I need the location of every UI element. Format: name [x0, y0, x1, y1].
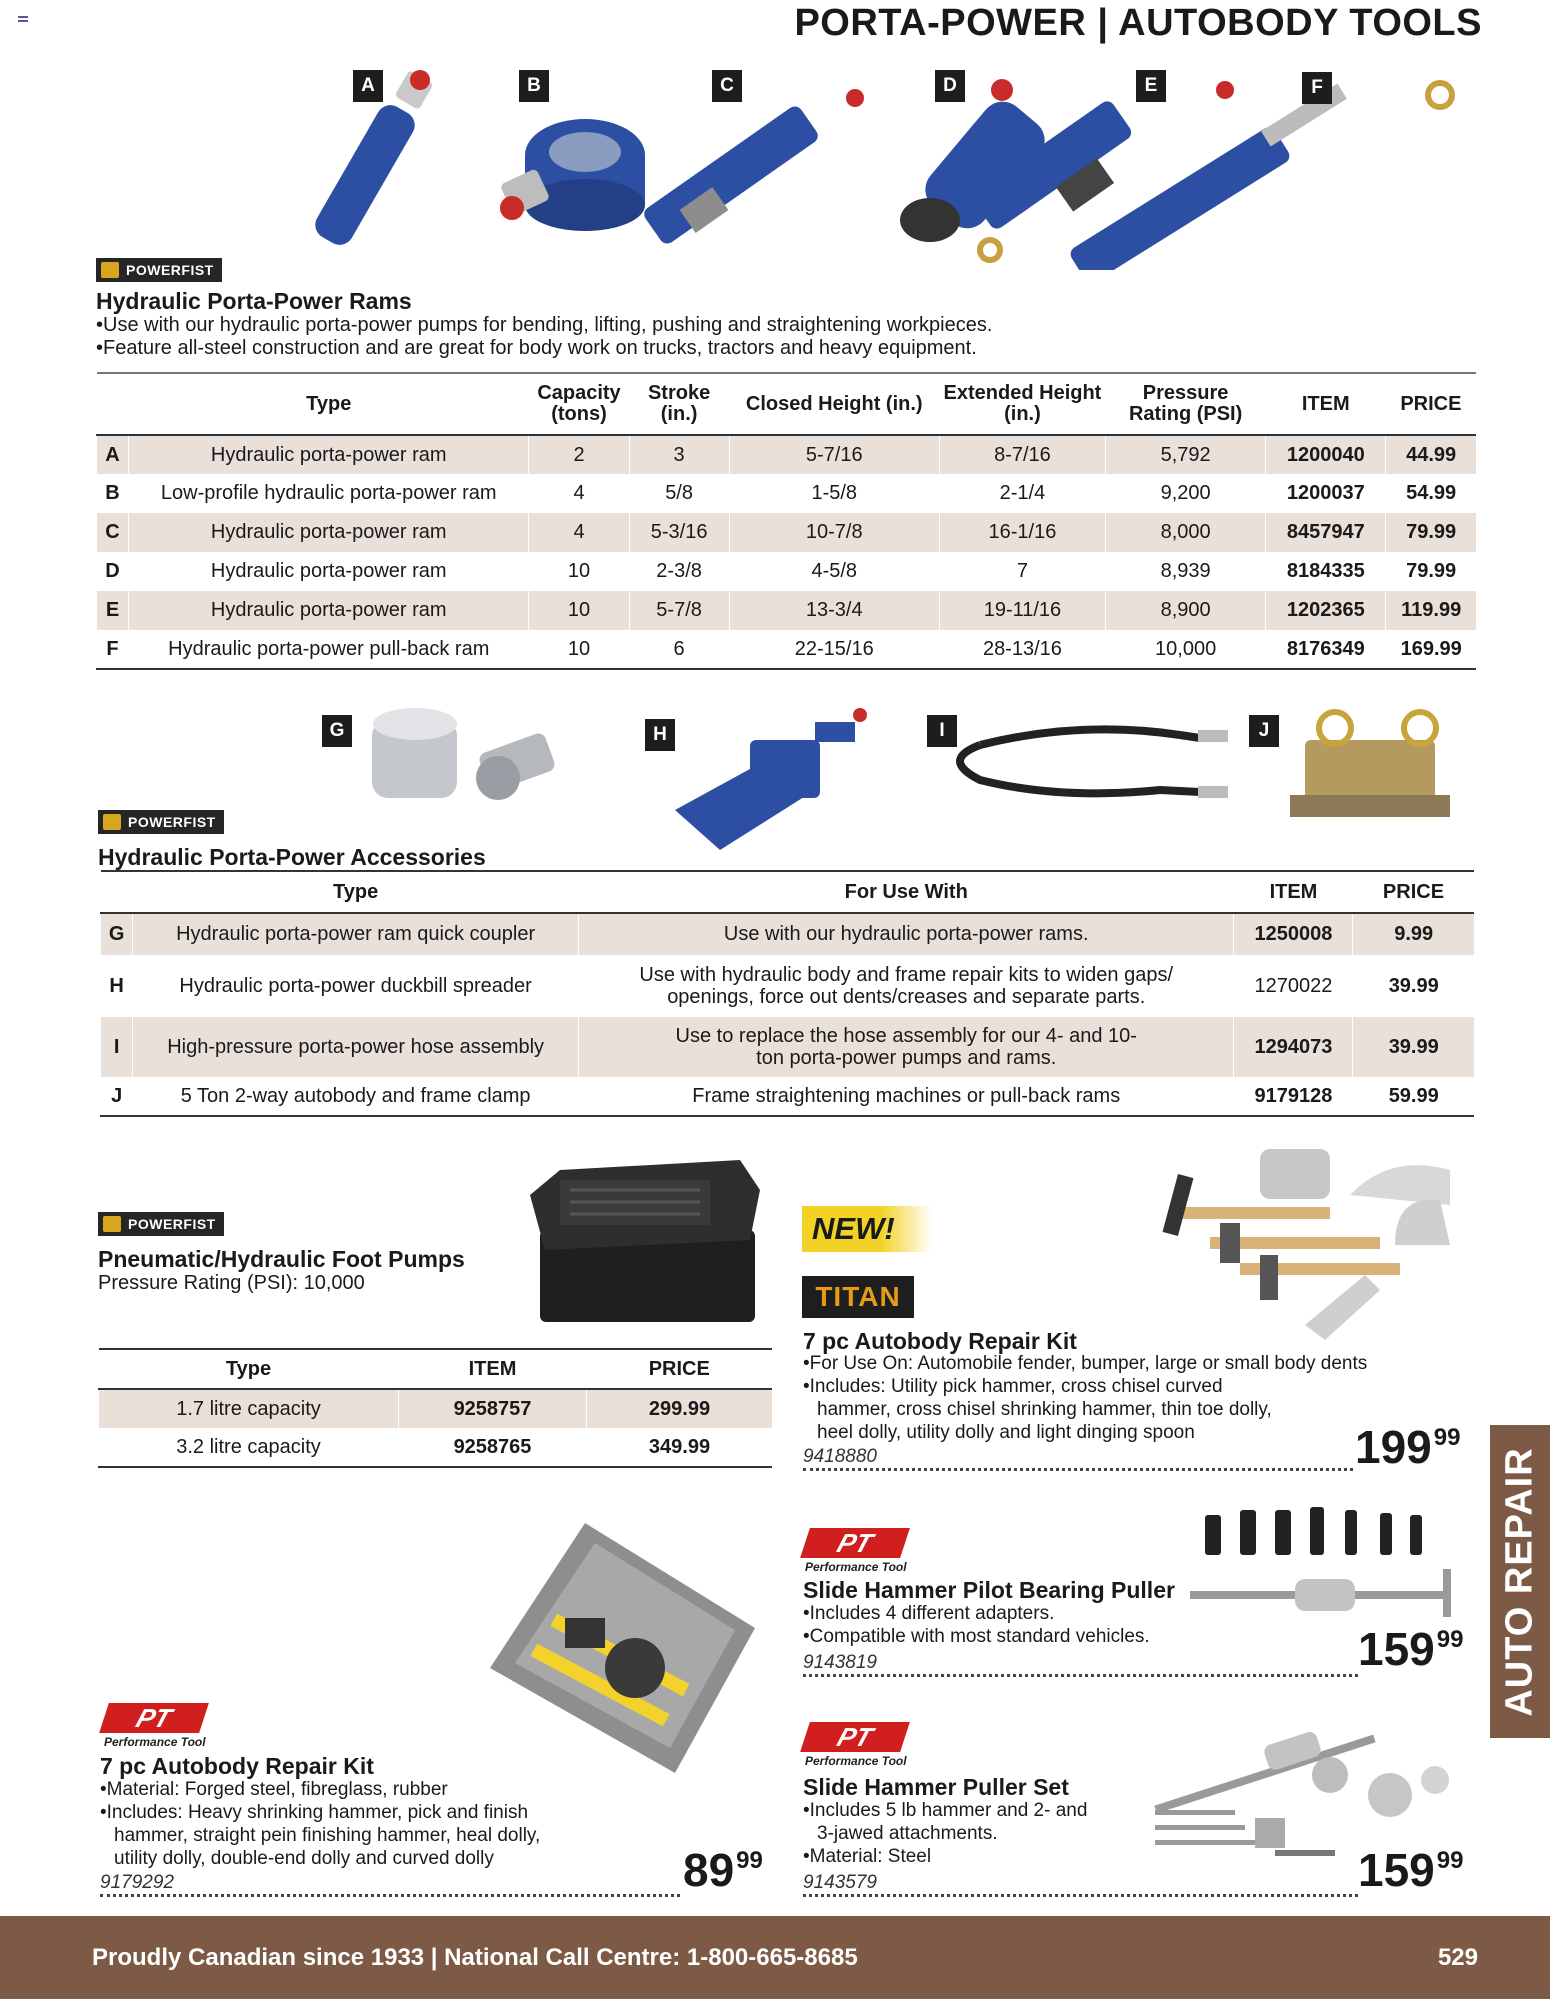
table-row [97, 474, 1477, 513]
col-type: Type [225, 1357, 272, 1380]
pilot-puller-title: Slide Hammer Pilot Bearing Puller [803, 1577, 1175, 1603]
pt-subtitle: Performance Tool [104, 1735, 206, 1749]
row-item: 8176349 [1266, 630, 1386, 669]
row-capacity: 10 [529, 630, 629, 669]
row-stroke: 5-3/16 [629, 513, 729, 552]
row-extended: 8-7/16 [939, 435, 1105, 474]
row-extended: 2-1/4 [939, 474, 1105, 513]
puller-set-price [1358, 1843, 1463, 1897]
titan-kit-price [1355, 1420, 1460, 1474]
image-tag-g: G [322, 715, 352, 747]
row-extended: 7 [939, 552, 1105, 591]
col-use: For Use With [844, 880, 968, 903]
duckbill-spreader-image [675, 708, 867, 850]
row-type: Hydraulic porta-power ram [129, 435, 529, 474]
row-type: Hydraulic porta-power duckbill spreader [133, 955, 579, 1017]
col-item: ITEM [468, 1357, 517, 1380]
row-code: A [97, 435, 129, 474]
pt-kit-bullet: hammer, straight pein finishing hammer, heal dolly, [114, 1825, 541, 1846]
table-row [101, 1017, 1475, 1077]
pt-mark: PT [800, 1722, 910, 1752]
row-closed: 22-15/16 [729, 630, 939, 669]
row-code: G [101, 913, 133, 955]
col-price: PRICE [1400, 392, 1462, 415]
rams-spec-table [96, 372, 1476, 670]
footer-bar [0, 1916, 1550, 1999]
row-item: 1200037 [1266, 474, 1386, 513]
table-row [99, 1389, 773, 1428]
accessories-spec-table [100, 870, 1474, 1117]
image-tag-e: E [1136, 70, 1166, 102]
row-code: J [101, 1077, 133, 1116]
footer-text: Proudly Canadian since 1933 | National Call Centre: 1-800-665-8685 [92, 1944, 858, 1971]
row-type: 3.2 litre capacity [99, 1428, 399, 1467]
row-price: 44.99 [1386, 435, 1476, 474]
col-code [97, 373, 129, 435]
corner-mark [18, 16, 28, 22]
titan-kit-title: 7 pc Autobody Repair Kit [803, 1328, 1077, 1354]
row-type: Hydraulic porta-power pull-back ram [129, 630, 529, 669]
auto-repair-side-tab [1490, 1425, 1550, 1738]
col-code [101, 871, 133, 913]
row-code: D [97, 552, 129, 591]
image-tag-c: C [712, 70, 742, 102]
row-price: 79.99 [1386, 552, 1476, 591]
table-row [101, 913, 1475, 955]
table-row [97, 435, 1477, 474]
rams-bullet-1: •Use with our hydraulic porta-power pumps for bending, lifting, pushing and straightening workpieces. [96, 314, 993, 336]
table-row [97, 630, 1477, 669]
col-type: Type [306, 392, 352, 415]
titan-brand-logo: TITAN [802, 1276, 914, 1318]
col-price: PRICE [1382, 880, 1445, 903]
row-code: I [101, 1017, 133, 1077]
puller-set-bullet: •Includes 5 lb hammer and 2- and [803, 1800, 1088, 1821]
row-pressure: 8,900 [1106, 591, 1266, 630]
row-item: 1200040 [1266, 435, 1386, 474]
foot-pumps-table [98, 1348, 772, 1468]
row-stroke: 2-3/8 [629, 552, 729, 591]
image-tag-j: J [1249, 715, 1279, 747]
row-closed: 10-7/8 [729, 513, 939, 552]
table-row [97, 591, 1477, 630]
col-item: ITEM [1269, 880, 1318, 903]
row-price: 169.99 [1386, 630, 1476, 669]
pilot-puller-price [1358, 1622, 1463, 1676]
col-capacity: Capacity (tons) [537, 382, 621, 425]
table-row [97, 552, 1477, 591]
foot-pump-image [520, 1150, 770, 1325]
price-cents: 99 [736, 1847, 763, 1874]
image-tag-a: A [353, 70, 383, 102]
powerfist-brand-badge: POWERFIST [98, 1212, 224, 1236]
row-closed: 13-3/4 [729, 591, 939, 630]
pt-subtitle: Performance Tool [805, 1754, 907, 1768]
col-extended: Extended Height (in.) [943, 382, 1102, 425]
puller-set-bullet: 3-jawed attachments. [817, 1823, 998, 1844]
row-type: 1.7 litre capacity [99, 1389, 399, 1428]
row-closed: 1-5/8 [729, 474, 939, 513]
frame-clamp-image [1290, 712, 1450, 817]
row-type: Hydraulic porta-power ram quick coupler [133, 913, 579, 955]
price-cents: 99 [1436, 1626, 1464, 1653]
row-price: 39.99 [1353, 955, 1474, 1017]
ram-b-image [500, 119, 645, 231]
image-tag-i: I [927, 715, 957, 747]
pilot-puller-image [1185, 1505, 1475, 1630]
row-stroke: 6 [629, 630, 729, 669]
col-stroke: Stroke (in.) [647, 382, 711, 425]
price-cents: 99 [1436, 1847, 1464, 1874]
image-tag-b: B [519, 70, 549, 102]
pt-kit-bullets [100, 1778, 540, 1870]
row-pressure: 9,200 [1106, 474, 1266, 513]
row-capacity: 10 [529, 591, 629, 630]
quick-coupler-image [372, 708, 557, 800]
row-item: 8457947 [1266, 513, 1386, 552]
row-use: Use with our hydraulic porta-power rams. [578, 913, 1233, 955]
row-item: 1250008 [1234, 913, 1353, 955]
foot-pumps-title: Pneumatic/Hydraulic Foot Pumps [98, 1246, 465, 1272]
image-tag-d: D [935, 70, 965, 102]
row-closed: 4-5/8 [729, 552, 939, 591]
row-item: 9258765 [399, 1428, 587, 1467]
pt-kit-bullet: •Includes: Heavy shrinking hammer, pick and finish [100, 1802, 529, 1823]
row-type: Hydraulic porta-power ram [129, 591, 529, 630]
pt-kit-title: 7 pc Autobody Repair Kit [100, 1753, 374, 1779]
table-row [99, 1428, 773, 1467]
pt-subtitle: Performance Tool [805, 1560, 907, 1574]
new-badge: NEW! [802, 1206, 932, 1252]
row-stroke: 5/8 [629, 474, 729, 513]
col-closed: Closed Height (in.) [745, 392, 923, 415]
pt-kit-image [485, 1518, 765, 1778]
row-item: 8184335 [1266, 552, 1386, 591]
row-type: Hydraulic porta-power ram [129, 513, 529, 552]
pilot-puller-sku: 9143819 [803, 1652, 1358, 1677]
ram-c-image [641, 89, 864, 247]
row-code: H [101, 955, 133, 1017]
row-capacity: 4 [529, 513, 629, 552]
titan-kit-bullet: •Includes: Utility pick hammer, cross chisel curved [803, 1376, 1223, 1397]
price-dollars: 199 [1355, 1421, 1432, 1473]
row-code: E [97, 591, 129, 630]
pilot-puller-bullet: •Includes 4 different adapters. [803, 1603, 1055, 1624]
titan-kit-bullet: hammer, cross chisel shrinking hammer, thin toe dolly, [817, 1399, 1272, 1420]
row-stroke: 3 [629, 435, 729, 474]
row-pressure: 8,000 [1106, 513, 1266, 552]
row-extended: 28-13/16 [939, 630, 1105, 669]
puller-set-bullet: •Material: Steel [803, 1846, 932, 1867]
puller-set-sku: 9143579 [803, 1872, 1358, 1897]
col-pressure: Pressure Rating (PSI) [1128, 382, 1243, 425]
row-price: 9.99 [1353, 913, 1474, 955]
powerfist-brand-badge: POWERFIST [96, 258, 222, 282]
row-type: High-pressure porta-power hose assembly [133, 1017, 579, 1077]
row-use: Use with hydraulic body and frame repair kits to widen gaps/ openings, force out dents/creases and separate parts. [578, 955, 1233, 1017]
page-header: PORTA-POWER | AUTOBODY TOOLS [794, 2, 1482, 44]
titan-kit-bullets [803, 1352, 1367, 1444]
row-item: 9258757 [399, 1389, 587, 1428]
row-pressure: 5,792 [1106, 435, 1266, 474]
pt-brand-logo [805, 1528, 917, 1580]
row-stroke: 5-7/8 [629, 591, 729, 630]
row-use: Frame straightening machines or pull-back rams [578, 1077, 1233, 1116]
pt-kit-bullet: utility dolly, double-end dolly and curved dolly [114, 1848, 494, 1869]
row-capacity: 10 [529, 552, 629, 591]
rams-title: Hydraulic Porta-Power Rams [96, 288, 412, 314]
price-dollars: 159 [1358, 1623, 1435, 1675]
price-dollars: 89 [683, 1844, 735, 1896]
titan-kit-sku: 9418880 [803, 1446, 1353, 1471]
accessories-product-images [360, 700, 1470, 860]
pilot-puller-bullets [803, 1602, 1150, 1648]
price-cents: 99 [1433, 1424, 1461, 1451]
hose-assembly-image [960, 729, 1228, 798]
row-price: 349.99 [587, 1428, 773, 1467]
image-tag-h: H [645, 719, 675, 751]
pilot-puller-bullet: •Compatible with most standard vehicles. [803, 1626, 1150, 1647]
row-type: Hydraulic porta-power ram [129, 552, 529, 591]
row-price: 54.99 [1386, 474, 1476, 513]
row-type: 5 Ton 2-way autobody and frame clamp [133, 1077, 579, 1116]
row-price: 119.99 [1386, 591, 1476, 630]
row-pressure: 10,000 [1106, 630, 1266, 669]
row-code: C [97, 513, 129, 552]
row-price: 79.99 [1386, 513, 1476, 552]
row-type: Low-profile hydraulic porta-power ram [129, 474, 529, 513]
foot-pumps-subtitle: Pressure Rating (PSI): 10,000 [98, 1272, 365, 1294]
row-price: 59.99 [1353, 1077, 1474, 1116]
row-capacity: 2 [529, 435, 629, 474]
col-type: Type [333, 880, 379, 903]
col-item: ITEM [1301, 392, 1350, 415]
pt-mark: PT [99, 1703, 209, 1733]
row-item: 9179128 [1234, 1077, 1353, 1116]
row-extended: 16-1/16 [939, 513, 1105, 552]
row-code: B [97, 474, 129, 513]
row-item: 1270022 [1234, 955, 1353, 1017]
puller-set-title: Slide Hammer Puller Set [803, 1774, 1069, 1800]
price-dollars: 159 [1358, 1844, 1435, 1896]
side-tab-label: AUTO REPAIR [1498, 1446, 1541, 1717]
table-row [97, 513, 1477, 552]
image-tag-f: F [1302, 72, 1332, 104]
row-closed: 5-7/16 [729, 435, 939, 474]
row-item: 1202365 [1266, 591, 1386, 630]
row-pressure: 8,939 [1106, 552, 1266, 591]
accessories-title: Hydraulic Porta-Power Accessories [98, 844, 486, 870]
rams-bullet-2: •Feature all-steel construction and are great for body work on trucks, tractors and heavy equipment. [96, 337, 977, 359]
pt-brand-logo [104, 1703, 216, 1755]
puller-set-bullets [803, 1799, 1087, 1868]
page-number: 529 [1437, 1944, 1478, 1971]
pt-kit-price [683, 1843, 763, 1897]
pt-brand-logo [805, 1722, 917, 1774]
row-item: 1294073 [1234, 1017, 1353, 1077]
powerfist-brand-badge: POWERFIST [98, 810, 224, 834]
col-price: PRICE [648, 1357, 710, 1380]
table-row [101, 1077, 1475, 1116]
titan-kit-image [1150, 1145, 1470, 1340]
row-price: 39.99 [1353, 1017, 1474, 1077]
titan-kit-bullet: •For Use On: Automobile fender, bumper, large or small body dents [803, 1353, 1368, 1374]
row-capacity: 4 [529, 474, 629, 513]
row-extended: 19-11/16 [939, 591, 1105, 630]
row-use: Use to replace the hose assembly for our 4- and 10-ton porta-power pumps and rams. [578, 1017, 1233, 1077]
pt-mark: PT [800, 1528, 910, 1558]
pt-kit-sku: 9179292 [100, 1872, 680, 1897]
titan-kit-bullet: heel dolly, utility dolly and light dinging spoon [817, 1422, 1195, 1443]
table-row [101, 955, 1475, 1017]
row-code: F [97, 630, 129, 669]
pt-kit-bullet: •Material: Forged steel, fibreglass, rubber [100, 1779, 448, 1800]
row-price: 299.99 [587, 1389, 773, 1428]
